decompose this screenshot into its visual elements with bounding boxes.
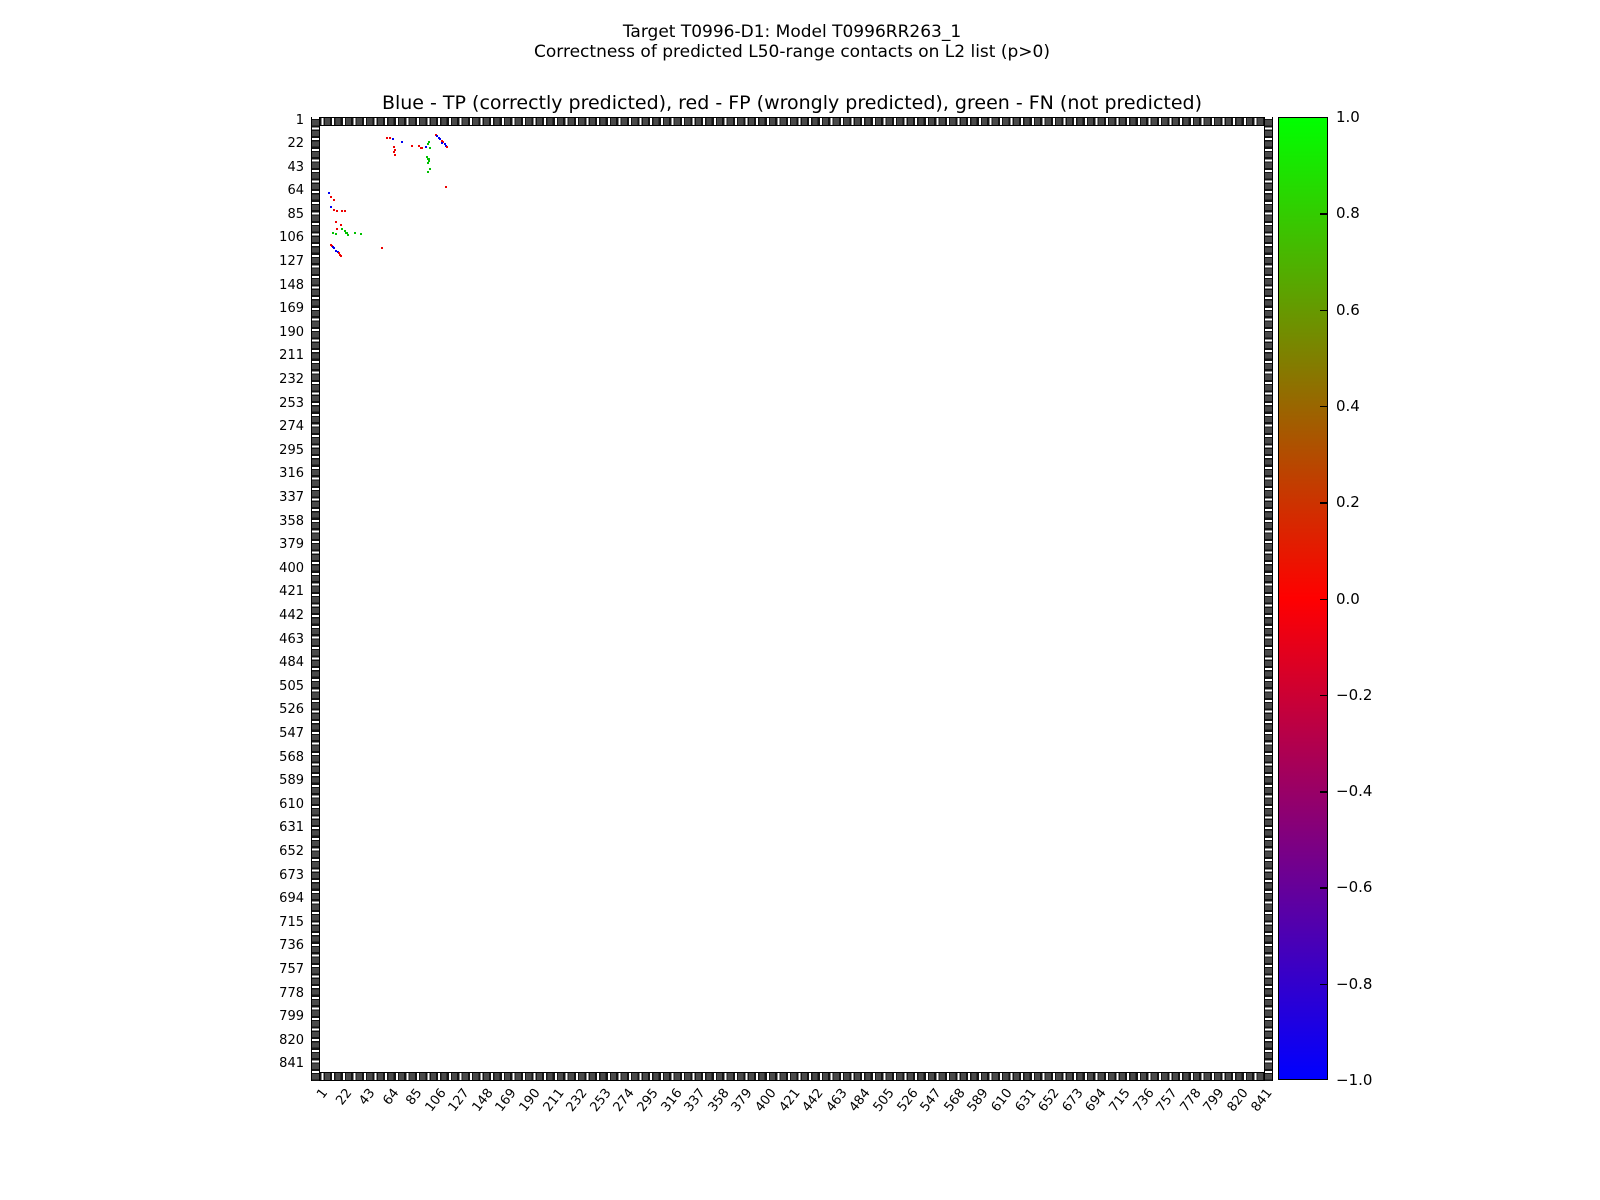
x-tick-label: 673 bbox=[1059, 1086, 1087, 1115]
contact-point bbox=[340, 255, 342, 257]
y-tick-label: 211 bbox=[279, 348, 304, 364]
y-tick-label: 127 bbox=[279, 254, 304, 270]
x-tick-label: 358 bbox=[705, 1086, 733, 1115]
contact-point bbox=[335, 221, 337, 223]
y-tick-label: 379 bbox=[279, 537, 304, 553]
plot-frame-right bbox=[1264, 117, 1273, 1081]
figure-title-line1: Target T0996-D1: Model T0996RR263_1 bbox=[622, 22, 962, 42]
colorbar-tick-mark bbox=[1320, 791, 1327, 793]
contact-point bbox=[429, 168, 431, 170]
colorbar-tick-mark bbox=[1320, 984, 1327, 986]
x-tick-label: 778 bbox=[1177, 1086, 1205, 1115]
contact-point bbox=[427, 162, 429, 164]
y-tick-label: 64 bbox=[287, 183, 304, 199]
y-tick-label: 1 bbox=[295, 112, 304, 128]
x-tick-label: 652 bbox=[1035, 1086, 1063, 1115]
y-tick-label: 148 bbox=[279, 277, 304, 293]
x-tick-label: 379 bbox=[729, 1086, 757, 1115]
colorbar-tick-mark bbox=[1320, 887, 1327, 889]
x-tick-label: 337 bbox=[681, 1086, 709, 1115]
y-tick-label: 358 bbox=[279, 513, 304, 529]
colorbar-tick-mark bbox=[1320, 695, 1327, 697]
y-tick-label: 715 bbox=[279, 914, 304, 930]
x-tick-label: 22 bbox=[332, 1086, 355, 1109]
y-tick-label: 295 bbox=[279, 442, 304, 458]
y-tick-label: 757 bbox=[279, 962, 304, 978]
y-tick-label: 631 bbox=[279, 820, 304, 836]
y-tick-label: 190 bbox=[279, 324, 304, 340]
contact-point bbox=[347, 234, 349, 236]
colorbar-tick-label: 0.4 bbox=[1336, 396, 1360, 415]
x-tick-label: 295 bbox=[634, 1086, 662, 1115]
contact-point bbox=[354, 232, 356, 234]
y-tick-label: 274 bbox=[279, 419, 304, 435]
colorbar-tick-mark bbox=[1320, 406, 1327, 408]
contact-point bbox=[330, 206, 332, 208]
colorbar-tick-mark bbox=[1320, 502, 1327, 504]
contact-point bbox=[427, 171, 429, 173]
contact-point bbox=[360, 233, 362, 235]
contact-point bbox=[335, 233, 337, 235]
colorbar-tick-label: 1.0 bbox=[1336, 108, 1360, 126]
y-tick-label: 400 bbox=[279, 560, 304, 576]
colorbar-tick-label: 0.0 bbox=[1336, 589, 1360, 608]
y-tick-label: 778 bbox=[279, 985, 304, 1001]
contact-point bbox=[336, 210, 338, 212]
y-tick-label: 484 bbox=[279, 655, 304, 671]
y-tick-label: 673 bbox=[279, 867, 304, 883]
x-tick-label: 610 bbox=[988, 1086, 1016, 1115]
x-tick-label: 547 bbox=[917, 1086, 945, 1115]
x-tick-label: 505 bbox=[870, 1086, 898, 1115]
y-tick-label: 736 bbox=[279, 938, 304, 954]
y-tick-label: 799 bbox=[279, 1009, 304, 1025]
y-tick-label: 610 bbox=[279, 796, 304, 812]
y-tick-label: 505 bbox=[279, 678, 304, 694]
figure-title-line2: Correctness of predicted L50-range contacts on L2 list (p>0) bbox=[534, 42, 1050, 62]
x-tick-label: 43 bbox=[356, 1086, 379, 1109]
x-tick-label: 484 bbox=[847, 1086, 875, 1115]
x-tick-label: 589 bbox=[965, 1086, 993, 1115]
x-tick-label: 316 bbox=[658, 1086, 686, 1115]
contact-point bbox=[389, 137, 391, 139]
colorbar-tick-label: −0.8 bbox=[1336, 974, 1373, 993]
x-tick-label: 211 bbox=[540, 1086, 568, 1115]
colorbar-tick-label: 0.6 bbox=[1336, 300, 1360, 319]
colorbar-tick-label: 0.8 bbox=[1336, 204, 1360, 223]
contact-point bbox=[392, 138, 394, 140]
contact-point bbox=[340, 224, 342, 226]
contact-point bbox=[420, 147, 423, 149]
x-tick-label: 64 bbox=[380, 1086, 403, 1109]
contact-point bbox=[330, 196, 332, 198]
x-tick-label: 736 bbox=[1130, 1086, 1158, 1115]
x-tick-label: 85 bbox=[403, 1086, 426, 1109]
colorbar-tick-label: −0.6 bbox=[1336, 878, 1373, 897]
contact-point bbox=[429, 147, 431, 149]
contact-point bbox=[427, 143, 429, 145]
contact-point bbox=[401, 141, 403, 143]
contact-point bbox=[393, 151, 395, 153]
contact-point bbox=[333, 199, 335, 201]
y-tick-label: 22 bbox=[287, 136, 304, 152]
x-tick-label: 253 bbox=[587, 1086, 615, 1115]
x-tick-label: 463 bbox=[823, 1086, 851, 1115]
x-tick-label: 568 bbox=[941, 1086, 969, 1115]
y-tick-label: 652 bbox=[279, 844, 304, 860]
x-tick-label: 148 bbox=[469, 1086, 497, 1115]
y-tick-label: 85 bbox=[287, 206, 304, 222]
colorbar-tick-mark bbox=[1320, 310, 1327, 312]
contact-point bbox=[425, 146, 427, 148]
colorbar-tick-mark bbox=[1320, 599, 1327, 601]
x-tick-label: 106 bbox=[422, 1086, 450, 1115]
contact-point bbox=[445, 186, 447, 188]
contact-point bbox=[381, 247, 383, 249]
x-tick-label: 694 bbox=[1083, 1086, 1111, 1115]
x-tick-label: 820 bbox=[1224, 1086, 1252, 1115]
y-tick-label: 820 bbox=[279, 1032, 304, 1048]
plot-frame-bottom bbox=[311, 1072, 1273, 1081]
colorbar-tick-label: −1.0 bbox=[1336, 1071, 1373, 1089]
colorbar-tick-label: −0.4 bbox=[1336, 782, 1373, 801]
contact-point bbox=[394, 154, 396, 156]
x-tick-label: 442 bbox=[799, 1086, 827, 1115]
legend-title: Blue - TP (correctly predicted), red - FP (wrongly predicted), green - FN (not predicted) bbox=[381, 92, 1203, 114]
x-tick-label: 715 bbox=[1106, 1086, 1134, 1115]
contact-point bbox=[328, 192, 330, 194]
colorbar-tick-mark bbox=[1320, 213, 1327, 215]
y-tick-label: 841 bbox=[279, 1056, 304, 1072]
y-tick-label: 463 bbox=[279, 631, 304, 647]
x-tick-label: 1 bbox=[314, 1086, 332, 1102]
x-tick-label: 169 bbox=[493, 1086, 521, 1115]
y-tick-label: 421 bbox=[279, 584, 304, 600]
y-tick-label: 337 bbox=[279, 490, 304, 506]
x-tick-label: 799 bbox=[1201, 1086, 1229, 1115]
contact-point bbox=[446, 146, 448, 148]
colorbar-tick-label: −0.2 bbox=[1336, 685, 1373, 704]
y-tick-label: 169 bbox=[279, 301, 304, 317]
y-tick-label: 316 bbox=[279, 466, 304, 482]
x-tick-label: 400 bbox=[752, 1086, 780, 1115]
x-tick-label: 757 bbox=[1153, 1086, 1181, 1115]
y-tick-label: 43 bbox=[287, 159, 304, 175]
x-tick-label: 841 bbox=[1248, 1086, 1276, 1115]
contact-point bbox=[411, 145, 413, 147]
plot-frame-left bbox=[311, 117, 320, 1081]
y-tick-label: 442 bbox=[279, 608, 304, 624]
contact-point bbox=[336, 228, 338, 230]
contact-point bbox=[344, 210, 346, 212]
x-tick-label: 190 bbox=[516, 1086, 544, 1115]
y-tick-label: 253 bbox=[279, 395, 304, 411]
y-tick-label: 694 bbox=[279, 891, 304, 907]
plot-frame-top bbox=[311, 117, 1273, 126]
x-tick-label: 631 bbox=[1012, 1086, 1040, 1115]
y-tick-label: 526 bbox=[279, 702, 304, 718]
y-tick-label: 568 bbox=[279, 749, 304, 765]
y-tick-label: 589 bbox=[279, 773, 304, 789]
y-tick-label: 547 bbox=[279, 726, 304, 742]
plot-area bbox=[311, 117, 1273, 1081]
x-tick-label: 127 bbox=[445, 1086, 473, 1115]
x-tick-label: 421 bbox=[776, 1086, 804, 1115]
y-tick-label: 106 bbox=[279, 230, 304, 246]
y-tick-label: 232 bbox=[279, 372, 304, 388]
x-tick-label: 526 bbox=[894, 1086, 922, 1115]
x-tick-label: 274 bbox=[611, 1086, 639, 1115]
colorbar-tick-label: 0.2 bbox=[1336, 493, 1360, 512]
x-tick-label: 232 bbox=[563, 1086, 591, 1115]
